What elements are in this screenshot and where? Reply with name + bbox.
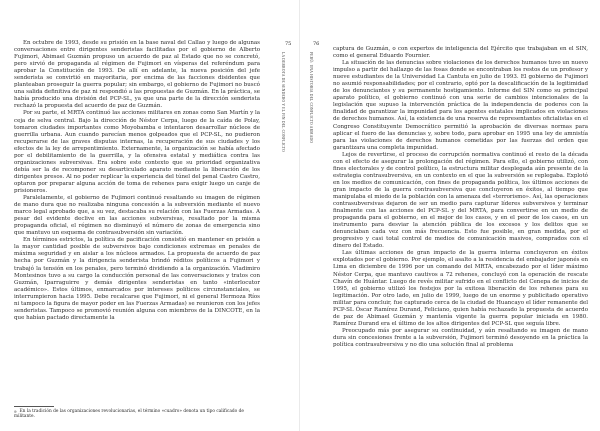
right-paragraph-2: La situación de las denuncias sobre violaciones de los derechos humanos tuvo un nuevo impulso a partir del hallazgo de las fosas donde se encontraban los restos de un profesor y nueve estudiantes de la Universidad La Cantuta en julio de 1993. El gobierno de Fujimori no asumió responsabilidades; por el contrario, optó por la descalificación de la legitimidad de los denunciantes y su permanente hostigamiento. Informe del SIN como su principal aparato político, el gobierno continuó con una serie de cambios intencionales de la legislación que supuso la intervención práctica de la independencia de poderes con la finalidad de garantizar la impunidad para los agentes estatales implicados en violaciones de derechos humanos. Así, la existencia de una reserva de representantes oficialistas en el Congreso Constituyente Democrático permitió la aprobación de diversas normas para aplicar el fuero de las denuncias y, sobre todo, para aprobar en 1995 una ley de amnistía para las violaciones de derechos humanos cometidas por las fuerzas del orden que garantizara una completa impunidad. <box>333 60 588 151</box>
right-paragraph-5: Preocupado más por asegurar su continuidad, y aún resaltando su imagen de mano dura sin concesiones frente a la subversión, Fujimori terminó desoyendo en la práctica la política contrasubversiva y no dio una solución final al problema <box>333 327 588 348</box>
right-paragraph-4: Las últimas acciones de gran impacto de la guerra interna concluyeron en éxitos explotados por el gobierno. Por ejemplo, el asalto a la residencia del embajador japonés en Lima en diciembre de 1996 por un comando del MRTA, encabezado por el líder máximo Néstor Cerpa, que mantuvo cautivos a 72 rehenes, concluyó con la operación de rescate Chavín de Huántar. Luego de revés militar sufrido en el conflicto del Cenepa de inicios de 1995, el gobierno utilizó los festejos por la exitosa liberación de los rehenes para su legitimación. Por otro lado, en julio de 1999, luego de un enorme y publicitado operativo militar para concluir, fue capturado cerca de la ciudad de Huancayo el líder remanente del PCP-SL Óscar Ramírez Durand, Feliciano, quien había rechazado la propuesta de acuerdo de paz de Abimael Guzmán y mantenía vigente la guerra popular iniciada en 1980. Ramírez Durand era el último de los altos dirigentes del PCP-SL que seguía libre. <box>333 250 588 327</box>
left-running-head: LA DERROTA DE SENDERO Y EL FIN DEL CONFLICTO <box>281 52 285 152</box>
left-page-body <box>14 40 260 406</box>
footnote <box>14 409 260 420</box>
left-page-number: 75 <box>285 41 292 47</box>
left-paragraph-1: En octubre de 1993, desde su prisión en la base naval del Callao y luego de algunas conversaciones entre dirigentes senderistas facilitadas por el gobierno de Alberto Fujimori, Abimael Guzmán propuso un acuerdo de paz al Estado que no se concretó, pero sirvió de propaganda al régimen de Fujimori en vísperas del referéndum para aprobar la Constitución de 1993. De allí en adelante, la nueva posición del jefe senderista se convirtió en mayoritaria, por encima de las facciones disidentes que planteaban proseguir la guerra popular; sin embargo, el gobierno de Fujimori no buscó una salida definitiva de paz ni respondió a las propuestas de Guzmán. En la práctica, se había producido una división del PCP-SL, ya que una parte de la dirección senderista rechazó la propuesta del acuerdo de paz de Guzmán. <box>14 40 260 110</box>
right-running-head: PERÚ: UNA HISTORIA DEL CONFLICTO ARMADO <box>309 52 313 144</box>
right-page-number: 76 <box>313 41 320 47</box>
left-paragraph-4: En términos estrictos, la política de pacificación consistió en mantener en prisión a la mayor cantidad posible de subversivos bajo condiciones extremas en penales de máxima seguridad y en aislar a los núcleos armados. La propuesta de acuerdo de paz hecha por Guzmán y la dirigencia senderista brindó réditos políticos a Fujimori y trabajó la tensión en los penales, pero terminó dividiendo a la organización. Vladimiro Montesinos tuvo a su cargo la conducción personal de las conversaciones y tratos con Guzmán, Iparraguirre y demás dirigentes senderistas en tanto «interlocutor académico». Estos últimos, enmarcados por intereses políticos circunstanciales, se interrumpieron hacia 1995. Debe recalcarse que Fujimori, ni el general Hermoza Ríos ni tampoco la figura de mayor poder en las Fuerzas Armadas) se reunieron con los jefes senderistas. Tampoco se promovió reunión alguna con miembros de la DINCOTE, en la que habían pactado directamente la <box>14 237 260 321</box>
footnote-text: En la tradición de las organizaciones revolucionarias, el término «cuadro» denota un tipo calificado de militante. <box>14 409 244 420</box>
footnote-mark: 9 <box>14 409 17 414</box>
footnote-rule <box>14 406 54 407</box>
left-paragraph-3: Paralelamente, el gobierno de Fujimori continuó resaltando su imagen de régimen de mano dura que no realizaba ninguna concesión a la subversión mediante el nuevo marco legal aprobado que, a su vez, destacaba su relación con las Fuerzas Armadas. A pesar del evidente declive en las acciones subversivas, resaltado por la misma propaganda oficial, el régimen no disminuyó el número de zonas de emergencia sino que mantuvo un esquema de contrasubversión sin variación. <box>14 195 260 237</box>
right-paragraph-3: Lejos de revertirse, el proceso de corrupción normativa continuó el resto de la década con el efecto de asegurar la prolongación del régimen. Para ello, el gobierno utilizó, con fines electorales y de control político, la estructura militar desplegada aún presente de la estrategia contrasubversiva, en un contexto en el que la subversión se replegaba. Explotó en los medios de comunicación, con fines de propaganda política, los últimos acciones de gran impacto de la guerra contrasubversiva que concluyeron en éxitos, al tiempo que manipulaba el miedo de la población con la amenaza del «terrorismo». Así, las operaciones contrasubversivas dejaron de ser un medio para capturar líderes subversivos y terminar finalmente con las acciones del PCP-SL y del MRTA, para convertirse en un medio de propaganda para el gobierno, en el mejor de los casos, y en el peor de los casos, en un instrumento para desviar la atención pública de los excesos y los delitos que se denunciaban cada vez con más frecuencia. Esto fue posible, en gran medida, por el progresivo y casi total control de medios de comunicación masivos, comprados con el dinero del Estado. <box>333 151 588 250</box>
book-gutter <box>299 0 300 431</box>
right-paragraph-1: captura de Guzmán, o con expertos de inteligencia del Ejército que trabajaban en el SIN, como el general Eduardo Fournier. <box>333 46 588 60</box>
right-page-body <box>333 46 588 426</box>
left-paragraph-2: Por su parte, el MRTA continuó las acciones militares en zonas como San Martín y la ceja de selva central. Bajo la dirección de Néstor Cerpa, luego de la caída de Polay, tomaron ciudades importantes como Moyobamba e intentaron desarrollar núcleos de guerrilla urbana. Aun cuando parecían menos golpeados que el PCP-SL, no pudieron recuperarse de las graves disputas internas, la recuperación de sus ciudades y los efectos de la ley de arrepentimiento. Externamente, la organización se había afectado por el debilitamiento de la guerrilla, y la ofensiva estatal y mediática contra las organizaciones subversivas. Era sobre este contexto que su prioridad organizativa debía ser la de recomponer su desarticulado aparato mediante la liberación de los dirigentes presos. Al no poder replicar la experiencia del túnel del penal Castro Castro, optaron por preparar alguna acción de toma de rehenes para exigir luego un canje de prisioneros. <box>14 110 261 194</box>
